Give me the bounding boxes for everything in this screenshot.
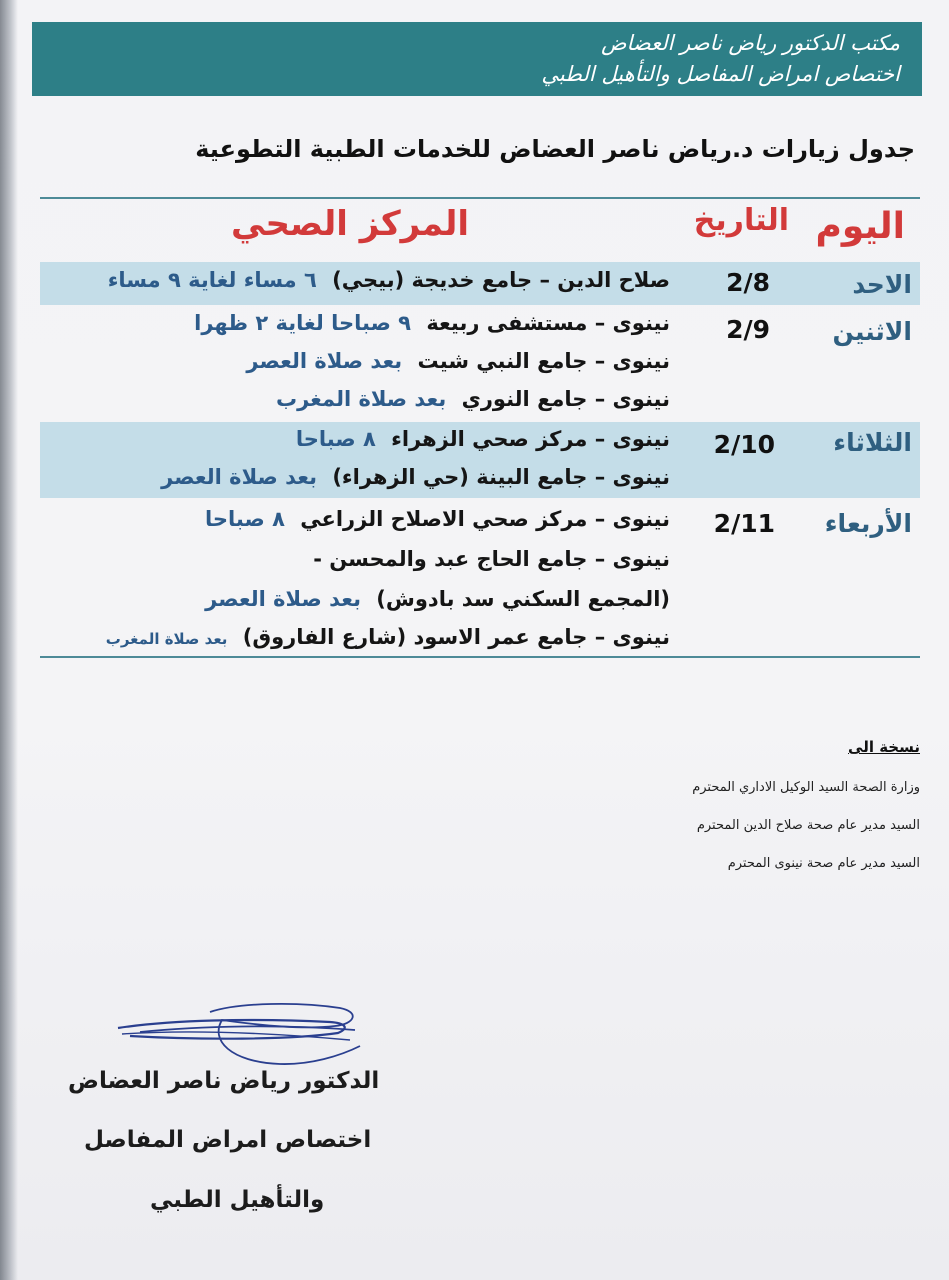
visit-entry xyxy=(106,625,670,649)
visit-time: ٩ صباحا لغاية ٢ ظهرا xyxy=(194,311,411,335)
copy-recipient: وزارة الصحة السيد الوكيل الاداري المحترم xyxy=(692,780,920,795)
signatory-specialty: اختصاص امراض المفاصل xyxy=(84,1127,372,1153)
page-edge-shadow xyxy=(0,0,18,1280)
visit-entry xyxy=(296,427,670,451)
visit-time: بعد صلاة العصر xyxy=(205,587,361,611)
visit-time: بعد صلاة العصر xyxy=(246,349,403,373)
visit-place: نينوى – جامع النبي شيت xyxy=(417,349,670,373)
visit-time: ٨ صباحا xyxy=(205,507,285,531)
visit-place: نينوى – مركز صحي الزهراء xyxy=(391,427,670,451)
schedule-row-tuesday xyxy=(40,422,920,498)
visit-place: نينوى – جامع البينة (حي الزهراء) xyxy=(332,465,670,489)
visit-place: نينوى – جامع عمر الاسود (شارع الفاروق) xyxy=(242,625,670,649)
row-date: 2/9 xyxy=(726,315,770,344)
row-day: الاثنين xyxy=(832,317,912,346)
visit-time: ٨ صباحا xyxy=(295,427,376,451)
signatory-specialty-cont: والتأهيل الطبي xyxy=(150,1187,325,1213)
column-heading-date: التاريخ xyxy=(693,203,789,238)
visit-place: نينوى – مركز صحي الاصلاح الزراعي xyxy=(300,507,670,531)
schedule-row-wednesday xyxy=(40,503,920,655)
visit-entry xyxy=(276,387,670,411)
visit-time: بعد صلاة العصر xyxy=(161,465,317,489)
visit-entry xyxy=(161,465,670,489)
visit-place: نينوى – مستشفى ربيعة xyxy=(426,311,670,335)
column-heading-day: اليوم xyxy=(815,206,905,247)
visit-place: نينوى – جامع الحاج عبد والمحسن - xyxy=(313,547,670,571)
row-date: 2/10 xyxy=(713,430,775,459)
visit-entry xyxy=(205,587,670,611)
row-date: 2/8 xyxy=(726,268,770,297)
copy-recipient: السيد مدير عام صحة نينوى المحترم xyxy=(727,856,920,871)
schedule-row-monday xyxy=(40,307,920,419)
visit-entry xyxy=(246,349,670,373)
table-top-rule xyxy=(40,197,920,199)
visit-entry xyxy=(194,311,670,335)
row-day: الأربعاء xyxy=(824,509,912,538)
visit-entry xyxy=(108,268,670,292)
document-title: جدول زيارات د.رياض ناصر العضاض للخدمات الطبية التطوعية xyxy=(195,135,915,163)
row-day: الاحد xyxy=(852,270,912,299)
visit-entry xyxy=(205,507,670,531)
copies-heading: نسخة الى xyxy=(848,738,920,756)
copy-recipient: السيد مدير عام صحة صلاح الدين المحترم xyxy=(696,818,920,833)
visit-entry xyxy=(305,547,670,571)
row-day: الثلاثاء xyxy=(833,428,912,457)
visit-time: بعد صلاة المغرب xyxy=(105,630,228,648)
visit-place: نينوى – جامع النوري xyxy=(461,387,670,411)
column-heading-center: المركز الصحي xyxy=(231,204,469,244)
schedule-row-sunday xyxy=(40,262,920,305)
signatory-name: الدكتور رياض ناصر العضاض xyxy=(68,1068,380,1094)
table-bottom-rule xyxy=(40,656,920,658)
letterhead-office: مكتب الدكتور رياض ناصر العضاض xyxy=(601,31,900,55)
letterhead-specialty: اختصاص امراض المفاصل والتأهيل الطبي xyxy=(541,62,900,86)
visit-time: بعد صلاة المغرب xyxy=(275,387,447,411)
row-date: 2/11 xyxy=(713,509,775,538)
visit-place: صلاح الدين – جامع خديجة (بيجي) xyxy=(332,268,670,292)
visit-time: ٦ مساء لغاية ٩ مساء xyxy=(107,268,317,292)
visit-place: (المجمع السكني سد بادوش) xyxy=(376,587,670,611)
letterhead-banner xyxy=(32,22,922,96)
